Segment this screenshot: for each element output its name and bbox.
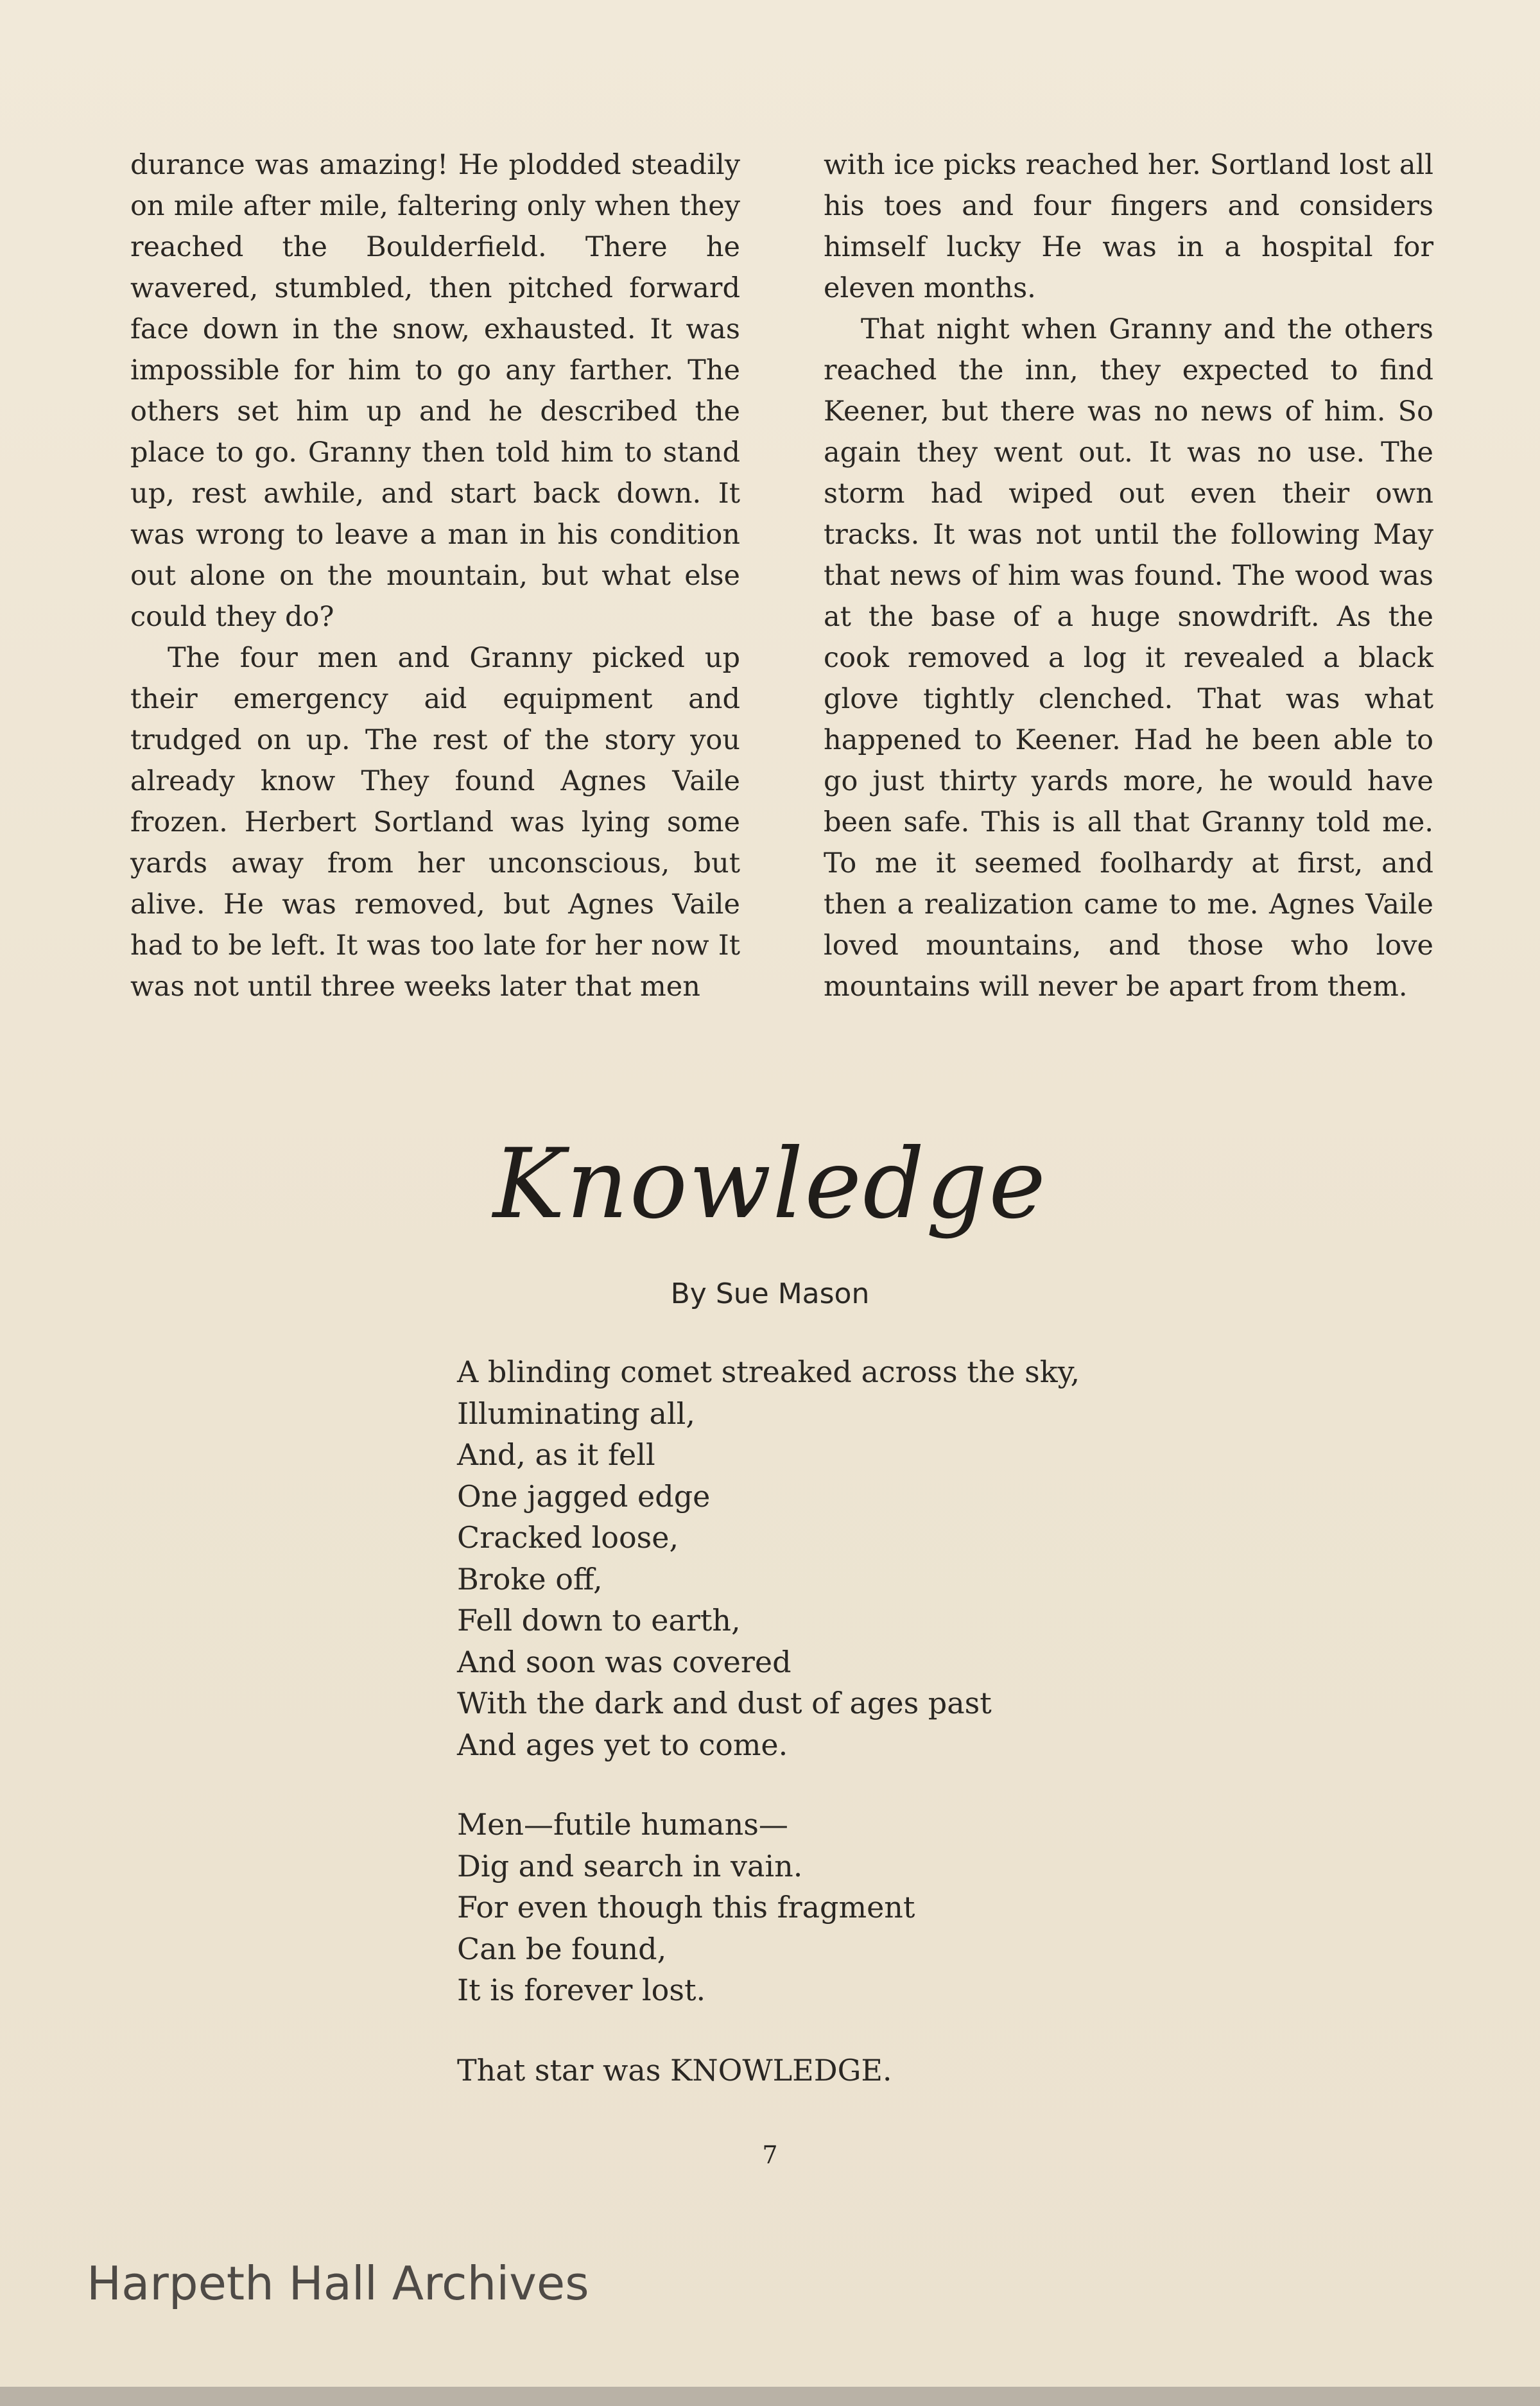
poem-line: It is forever lost.	[457, 1973, 706, 2007]
poem-line: Fell down to earth,	[457, 1603, 741, 1638]
article-left-column	[130, 144, 740, 1007]
paragraph: The four men and Granny picked up their emergency aid equipment and trudged on up. The rest of the story you already know They found Agnes Vaile frozen. Herbert Sortland was lying some yards away from her unconscious, but alive. He was removed, but Agnes Vaile had to be left. It was too late for her now It was not until three weeks later that men	[130, 642, 740, 1003]
page-number: 7	[762, 2141, 778, 2169]
poem-line: Can be found,	[457, 1931, 667, 1966]
poem-line: A blinding comet streaked across the sky,	[457, 1354, 1080, 1389]
poem-line: And ages yet to come.	[457, 1727, 788, 1762]
poem-line: Men—futile humans—	[457, 1807, 788, 1842]
poem-byline: By Sue Mason	[670, 1277, 870, 1310]
poem-line: For even though this fragment	[457, 1890, 915, 1925]
paragraph: with ice picks reached her. Sortland lost all his toes and four fingers and considers himself lucky He was in a hospital for eleven months.	[824, 149, 1433, 304]
poem-line: Cracked loose,	[457, 1520, 679, 1555]
poem-body	[457, 1351, 1227, 2091]
paragraph: durance was amazing! He plodded steadily on mile after mile, faltering only when they reached the Boulderfield. There he wavered, stumbled, then pitched forward face down in the snow, exhausted. It was impossible for him to go any farther. The others set him up and he described the place to go. Granny then told him to stand up, rest awhile, and start back down. It was wrong to leave a man in his condition out alone on the mountain, but what else could they do?	[130, 149, 740, 633]
poem-line: Illuminating all,	[457, 1396, 695, 1431]
article-right-column	[824, 144, 1433, 1007]
poem-line: Broke off,	[457, 1561, 603, 1597]
poem-stanza	[457, 1351, 1227, 1765]
archive-watermark: Harpeth Hall Archives	[87, 2256, 589, 2310]
poem-closing-line: That star was KNOWLEDGE.	[457, 2052, 892, 2088]
poem-line: One jagged edge	[457, 1478, 711, 1514]
poem-line: Dig and search in vain.	[457, 1848, 803, 1883]
poem-line: And, as it fell	[457, 1437, 655, 1472]
poem-stanza	[457, 1804, 1227, 2011]
poem-line: And soon was covered	[457, 1644, 792, 1679]
scan-edge	[0, 2387, 1540, 2406]
poem-title: Knowledge	[493, 1129, 1047, 1240]
poem-line: With the dark and dust of ages past	[457, 1686, 992, 1720]
paragraph: That night when Granny and the others reached the inn, they expected to find Keener, but there was no news of him. So again they went out. It was no use. The storm had wiped out even their own tracks. It was not until the following May that news of him was found. The wood was at the base of a huge snowdrift. As the cook removed a log it revealed a black glove tightly clenched. That was what happened to Keener. Had he been able to go just thirty yards more, he would have been safe. This is all that Granny told me. To me it seemed foolhardy at first, and then a realization came to me. Agnes Vaile loved mountains, and those who love mountains will never be apart from them.	[824, 313, 1433, 1003]
